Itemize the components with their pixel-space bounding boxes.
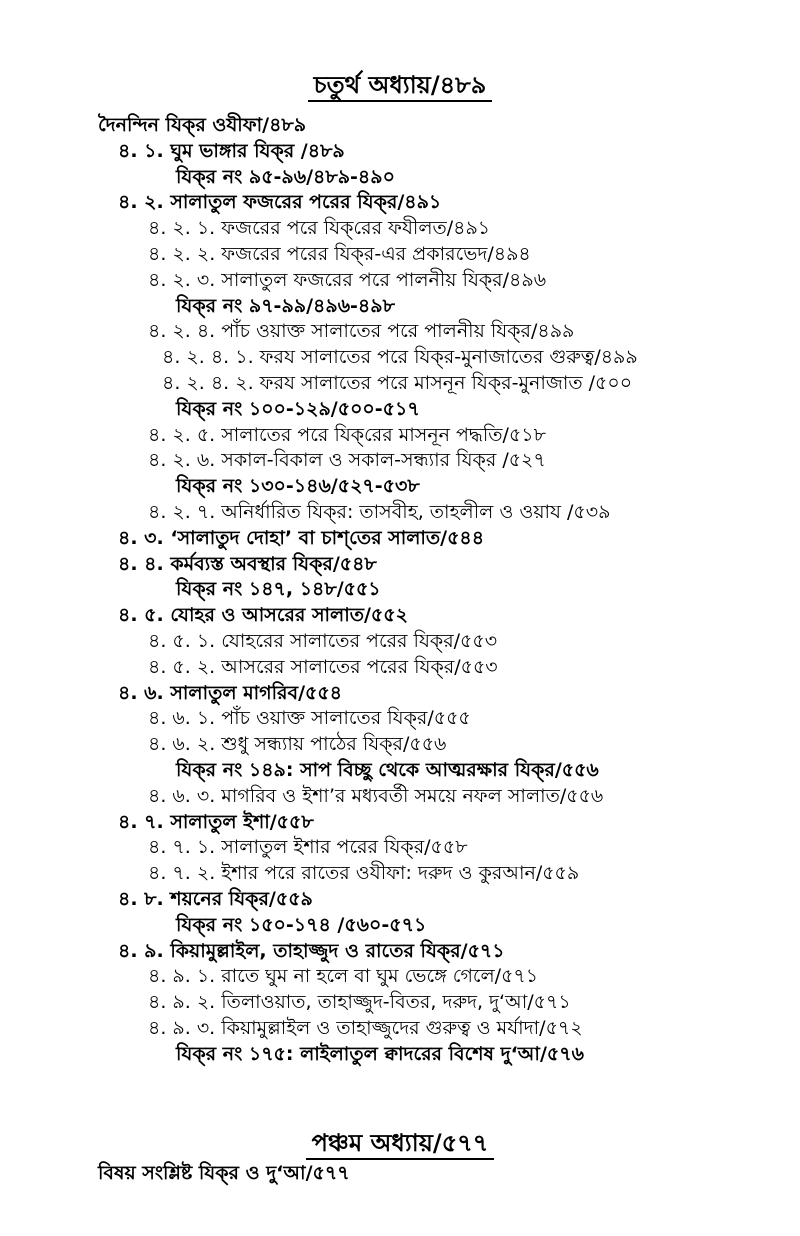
chapter-5-heading bbox=[0, 1128, 800, 1158]
toc-entry: যিক্‌র নং ১০০-১২৯/৫০০-৫১৭ bbox=[176, 397, 420, 420]
toc-entry: ৪. ২. ৪. পাঁচ ওয়াক্ত সালাতের পরে পালনীয় যিক্‌র/৪৯৯ bbox=[148, 320, 575, 343]
toc-entry: দৈনন্দিন যিক্‌র ওযীফা/৪৮৯ bbox=[98, 114, 307, 136]
toc-entry: যিক্‌র নং ১৫০-১৭৪ /৫৬০-৫৭১ bbox=[176, 913, 427, 936]
chapter-5-heading-text: পঞ্চম অধ্যায়/৫৭৭ bbox=[306, 1129, 495, 1160]
toc-entry: ৪. ৫. যোহর ও আসরের সালাত/৫৫২ bbox=[118, 604, 408, 627]
toc-entry: ৪. ৬. ১. পাঁচ ওয়াক্ত সালাতের যিক্‌র/৫৫৫ bbox=[148, 707, 471, 730]
toc-entry: ৪. ২. ৭. অনির্ধারিত যিক্‌র: তাসবীহ, তাহলীল ও ওয়ায /৫৩৯ bbox=[148, 501, 611, 523]
toc-entry: যিক্‌র নং ৯৫-৯৬/৪৮৯-৪৯০ bbox=[176, 165, 395, 188]
toc-entry: ৪. ৬. সালাতুল মাগরিব/৫৫৪ bbox=[118, 681, 343, 704]
toc-entry: যিক্‌র নং ১৪৯: সাপ বিচ্ছু থেকে আত্মরক্ষার যিক্‌র/৫৫৬ bbox=[176, 759, 599, 781]
toc-entry: যিক্‌র নং ৯৭-৯৯/৪৯৬-৪৯৮ bbox=[176, 294, 395, 317]
chapter-4-heading bbox=[0, 70, 800, 100]
toc-entry: ৪. ১. ঘুম ভাঙ্গার যিক্‌র /৪৮৯ bbox=[118, 139, 345, 162]
toc-entry: ৪. ৬. ৩. মাগরিব ও ইশা’র মধ্যবর্তী সময়ে নফল সালাত/৫৫৬ bbox=[148, 784, 604, 807]
toc-entry: ৪. ৭. সালাতুল ইশা/৫৫৮ bbox=[118, 810, 314, 833]
toc-entry: ৪. ২. ৪. ২. ফরয সালাতের পরে মাসনূন যিক্‌র-মুনাজাত /৫০০ bbox=[162, 372, 633, 394]
toc-entry: ৪. ৩. ‘সালাতুদ দোহা’ বা চাশ্‌তের সালাত/৫৪৪ bbox=[118, 526, 485, 549]
toc-entry: যিক্‌র নং ১৪৭, ১৪৮/৫৫১ bbox=[176, 578, 381, 601]
toc-entry: যিক্‌র নং ১৩০-১৪৬/৫২৭-৫৩৮ bbox=[176, 475, 420, 498]
toc-entry: ৪. ৬. ২. শুধু সন্ধ্যায় পাঠের যিক্‌র/৫৫৬ bbox=[148, 733, 447, 756]
toc-entry: ৪. ২. ২. ফজরের পরের যিক্‌র-এর প্রকারভেদ/৪৯৪ bbox=[148, 243, 531, 265]
toc-entry: ৪. ২. ৫. সালাতের পরে যিক্‌রের মাসনূন পদ্ধতি/৫১৮ bbox=[148, 423, 546, 446]
toc-entry: ৪. ২. ১. ফজরের পরে যিক্‌রের ফযীলত/৪৯১ bbox=[148, 217, 491, 240]
toc-entry: ৪. ২. ৪. ১. ফরয সালাতের পরে যিক্‌র-মুনাজাতের গুরুত্ব/৪৯৯ bbox=[162, 346, 638, 369]
toc-entry: ৪. ২. সালাতুল ফজরের পরের যিক্‌র/৪৯১ bbox=[118, 191, 442, 214]
toc-entry: ৪. ৯. ৩. কিয়ামুল্লাইল ও তাহাজ্জুদের গুরুত্ব ও মর্যাদা/৫৭২ bbox=[148, 1017, 583, 1039]
toc-entry: ৪. ৭. ২. ইশার পরে রাতের ওযীফা: দরুদ ও কুরআন/৫৫৯ bbox=[148, 862, 580, 885]
toc-entry: ৪. ৯. কিয়ামুল্লাইল, তাহাজ্জুদ ও রাতের যিক্‌র/৫৭১ bbox=[118, 939, 505, 962]
chapter-5-entry: বিষয় সংশ্লিষ্ট যিক্‌র ও দু‘আ/৫৭৭ bbox=[98, 1162, 350, 1184]
toc-entry: ৪. ৪. কর্মব্যস্ত অবস্থার যিক্‌র/৫৪৮ bbox=[118, 552, 377, 575]
toc-entry: যিক্‌র নং ১৭৫: লাইলাতুল ক্বাদরের বিশেষ দু‘আ/৫৭৬ bbox=[176, 1042, 584, 1065]
toc-entry: ৪. ৭. ১. সালাতুল ইশার পরের যিক্‌র/৫৫৮ bbox=[148, 836, 468, 859]
toc-entry: ৪. ৫. ১. যোহরের সালাতের পরের যিক্‌র/৫৫৩ bbox=[148, 630, 498, 652]
chapter-4-heading-text: চতুর্থ অধ্যায়/৪৮৯ bbox=[308, 71, 493, 102]
toc-entry: ৪. ৯. ২. তিলাওয়াত, তাহাজ্জুদ-বিতর, দরুদ, দু‘আ/৫৭১ bbox=[148, 991, 571, 1014]
toc-entry: ৪. ২. ৩. সালাতুল ফজরের পরে পালনীয় যিক্‌র/৪৯৬ bbox=[148, 268, 547, 291]
toc-entry: ৪. ৫. ২. আসরের সালাতের পরের যিক্‌র/৫৫৩ bbox=[148, 655, 498, 678]
toc-entry: ৪. ২. ৬. সকাল-বিকাল ও সকাল-সন্ধ্যার যিক্‌র /৫২৭ bbox=[148, 449, 546, 472]
toc-entry: ৪. ৮. শয়নের যিক্‌র/৫৫৯ bbox=[118, 888, 313, 910]
toc-entry: ৪. ৯. ১. রাতে ঘুম না হলে বা ঘুম ভেঙ্গে গেলে/৫৭১ bbox=[148, 965, 539, 988]
